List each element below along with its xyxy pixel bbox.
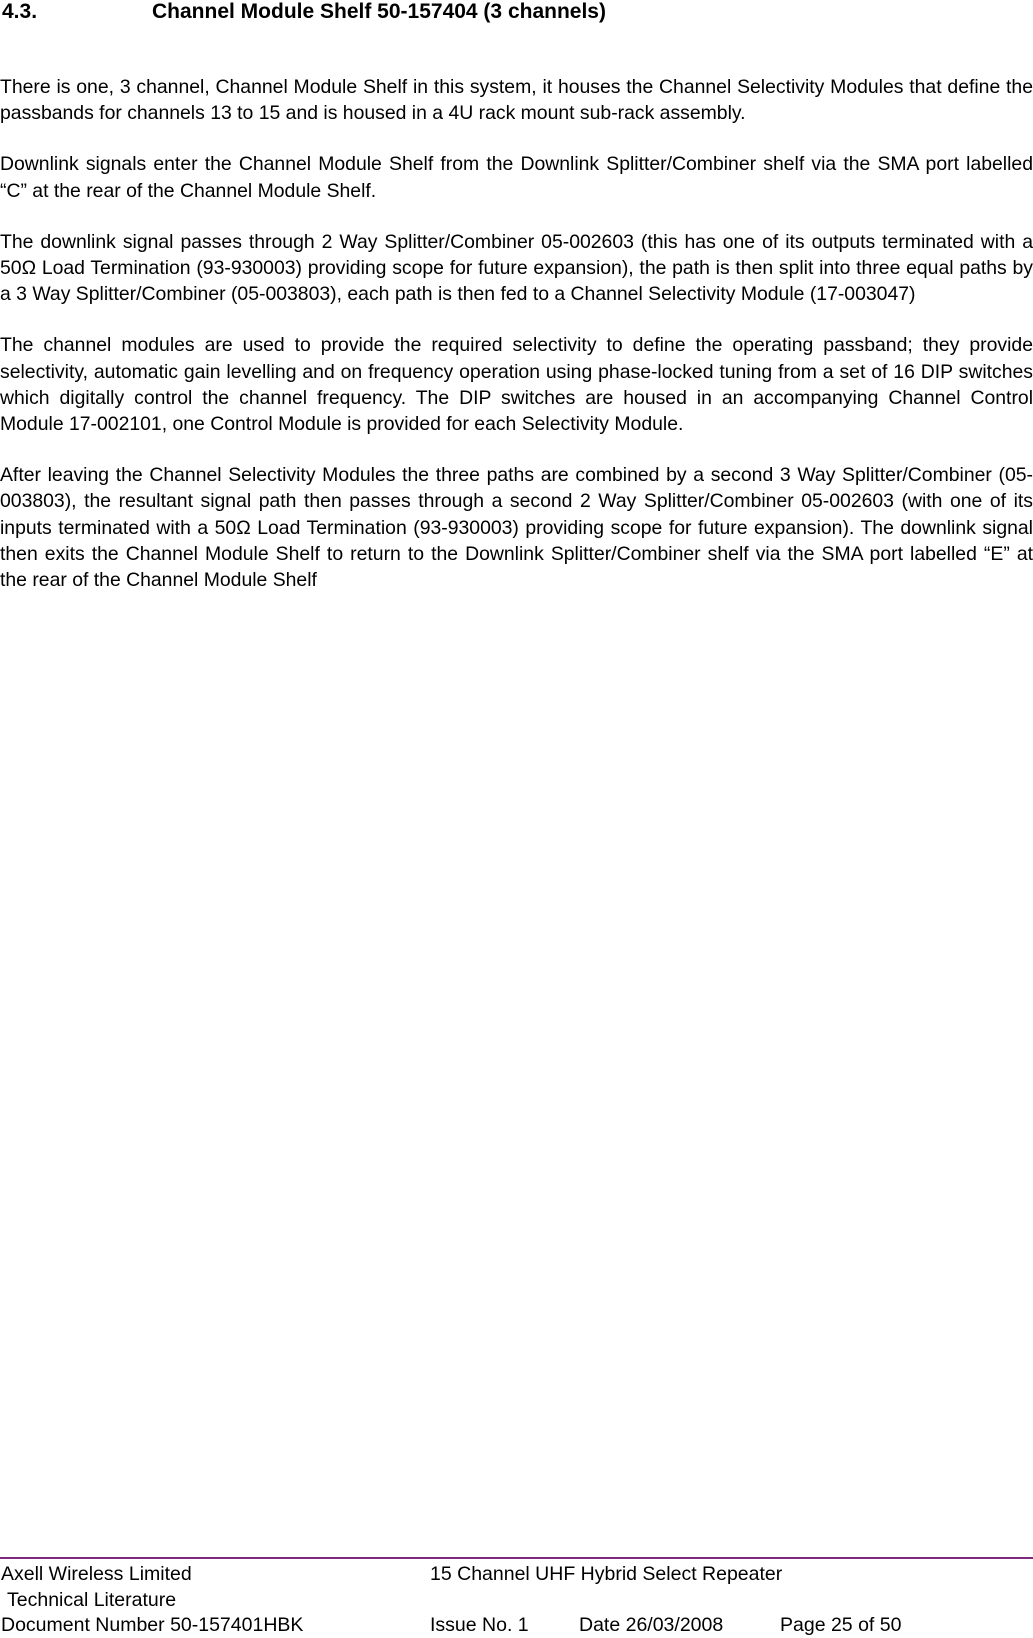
footer-literature: Technical Literature [7,1589,177,1611]
footer-page-number: Page 25 of 50 [780,1614,902,1636]
paragraph-channel-modules: The channel modules are used to provide the required selectivity to define the operating passband; they provide selectivity, automatic gain levelling and on frequency operation using phase-locked tuning from a set of 16 DIP switches which digitally control the channel frequency. The DIP switches are housed in an accompanying Channel Control Module 17-002101, one Control Module is provided for each Selectivity Module. [0,334,1033,436]
section-heading [2,0,606,25]
paragraph-output-path: After leaving the Channel Selectivity Modules the three paths are combined by a second 3 Way Splitter/Combiner (05-003803), the resultant signal path then passes through a second 2 Way Splitter/Combiner 05-002603 (with one of its inputs terminated with a 50Ω Load Termination (93-930003) providing scope for future expansion). The downlink signal then exits the Channel Module Shelf to return to the Downlink Splitter/Combiner shelf via the SMA port labelled “E” at the rear of the Channel Module Shelf [0,464,1033,592]
body-text [0,74,1033,618]
footer-issue: Issue No. 1 [430,1614,529,1636]
section-number: 4.3. [2,0,38,23]
footer-date: Date 26/03/2008 [579,1614,724,1636]
paragraph-intro: There is one, 3 channel, Channel Module Shelf in this system, it houses the Channel Selectivity Modules that define the passbands for channels 13 to 15 and is housed in a 4U rack mount sub-rack assembly. [0,76,1033,125]
footer-company: Axell Wireless Limited [1,1563,192,1585]
footer-divider [0,1557,1033,1559]
footer-document-number: Document Number 50-157401HBK [1,1614,304,1636]
paragraph-signal-path: The downlink signal passes through 2 Way Splitter/Combiner 05-002603 (this has one of its outputs terminated with a 50Ω Load Termination (93-930003) providing scope for future expansion), the path is then split into three equal paths by a 3 Way Splitter/Combiner (05-003803), each path is then fed to a Channel Selectivity Module (17-003047) [0,230,1033,306]
footer-product: 15 Channel UHF Hybrid Select Repeater [430,1563,783,1585]
page-footer [0,1561,1033,1637]
section-title: Channel Module Shelf 50-157404 (3 channels) [152,0,606,23]
paragraph-downlink-input: Downlink signals enter the Channel Module Shelf from the Downlink Splitter/Combiner shelf via the SMA port labelled “C” at the rear of the Channel Module Shelf. [0,153,1033,202]
